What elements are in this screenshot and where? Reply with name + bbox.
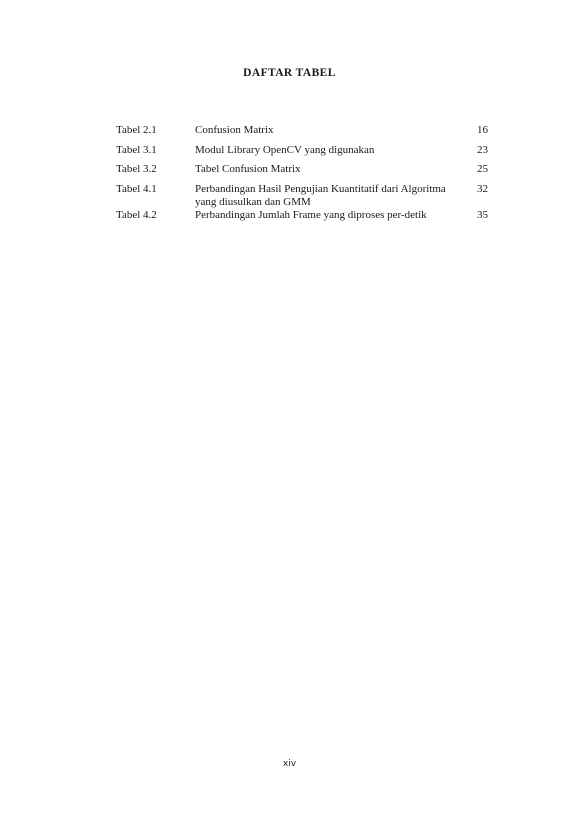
table-entry-title: Perbandingan Hasil Pengujian Kuantitatif dari Algoritma yang diusulkan dan GMM	[195, 182, 446, 208]
table-entry-page: 32	[477, 182, 488, 195]
table-entry	[116, 183, 488, 209]
table-entry	[116, 163, 488, 176]
table-entry-label: Tabel 2.1	[116, 124, 157, 136]
table-entry	[116, 209, 488, 222]
table-entry-label: Tabel 3.2	[116, 163, 157, 175]
table-entry-label: Tabel 4.2	[116, 208, 157, 221]
table-entry-page: 25	[477, 163, 488, 175]
table-list	[116, 124, 488, 228]
page-title: DAFTAR TABEL	[243, 67, 336, 79]
table-entry-label: Tabel 3.1	[116, 143, 157, 156]
table-entry	[116, 144, 488, 157]
table-entry	[116, 124, 488, 137]
table-entry-page: 35	[477, 208, 488, 221]
table-entry-title: Tabel Confusion Matrix	[195, 163, 301, 175]
table-entry-title: Modul Library OpenCV yang digunakan	[195, 143, 375, 156]
table-entry-page: 23	[477, 143, 488, 156]
page-number: xiv	[282, 759, 297, 769]
table-entry-title: Perbandingan Jumlah Frame yang diproses per-detik	[195, 208, 427, 221]
table-entry-page: 16	[477, 124, 488, 136]
table-entry-label: Tabel 4.1	[116, 182, 157, 195]
table-entry-title: Confusion Matrix	[195, 124, 274, 136]
